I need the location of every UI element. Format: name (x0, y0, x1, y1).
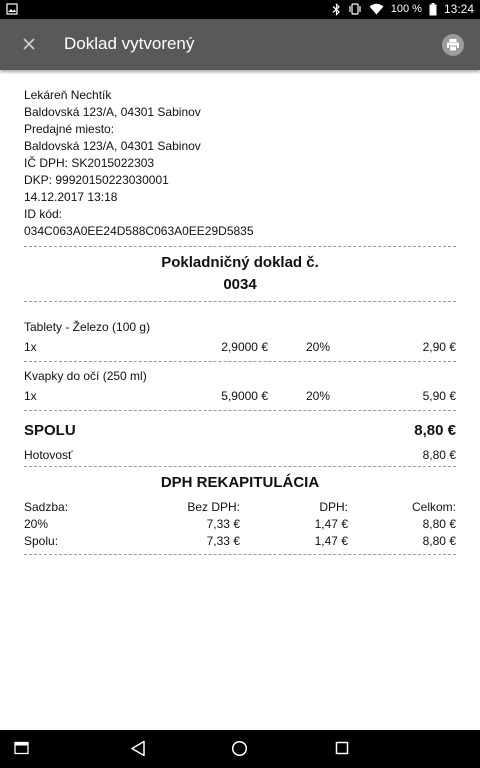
sum-row (24, 422, 456, 444)
payment-row (24, 447, 456, 464)
vat-header-rate: Sadzba: (24, 500, 69, 514)
bluetooth-icon (332, 3, 341, 16)
merchant-name: Lekáreň Nechtík (24, 88, 112, 102)
item-unit-price: 2,9000 € (221, 340, 268, 354)
app-bar (0, 19, 480, 70)
page-title: Doklad vytvorený (64, 34, 195, 53)
item-qty: 1x (24, 340, 37, 354)
store-label: Predajné miesto: (24, 122, 115, 136)
item-unit-price: 5,9000 € (221, 389, 268, 403)
payment-label: Hotovosť (24, 448, 73, 462)
vat-total: 8,80 € (422, 517, 456, 531)
status-bar (0, 0, 480, 19)
document-title: Pokladničný doklad č. (161, 254, 319, 271)
vat-table-header (24, 499, 456, 516)
separator (24, 410, 456, 411)
merchant-address: Baldovská 123/A, 04301 Sabinov (24, 105, 201, 119)
vat-rate: Spolu: (24, 534, 59, 548)
store-address: Baldovská 123/A, 04301 Sabinov (24, 139, 201, 153)
separator (24, 554, 456, 555)
item-vat: 20% (306, 389, 331, 403)
list-item (24, 319, 456, 356)
item-vat: 20% (306, 340, 331, 354)
vat-header-vat: DPH: (319, 500, 348, 514)
sum-label: SPOLU (24, 422, 76, 439)
vat-summary-title: DPH REKAPITULÁCIA (160, 474, 320, 491)
separator (24, 361, 456, 362)
receipt-datetime: 14.12.2017 13:18 (24, 190, 118, 204)
battery-icon (429, 3, 437, 16)
vat-header-base: Bez DPH: (187, 500, 240, 514)
dkp-code: DKP: 99920150223030001 (24, 173, 169, 187)
battery-percent: 100 % (390, 3, 422, 15)
close-icon[interactable] (20, 35, 38, 53)
print-button[interactable] (442, 34, 464, 56)
table-row (24, 516, 456, 533)
vat-header-total: Celkom: (411, 500, 456, 514)
id-code-label: ID kód: (24, 207, 63, 221)
vat-rate: 20% (24, 517, 49, 531)
recent-apps-icon[interactable] (14, 741, 29, 755)
vibrate-icon (348, 3, 362, 15)
overview-icon[interactable] (335, 741, 349, 755)
wifi-icon (369, 3, 384, 15)
back-icon[interactable] (130, 740, 146, 757)
vat-table (24, 499, 456, 550)
separator (24, 246, 456, 247)
vat-base: 7,33 € (206, 517, 240, 531)
item-qty: 1x (24, 389, 37, 403)
item-total: 2,90 € (422, 340, 456, 354)
receipt-header (24, 87, 456, 240)
list-item (24, 368, 456, 405)
item-name: Tablety - Železo (100 g) (24, 320, 151, 334)
image-icon (6, 3, 18, 15)
item-name: Kvapky do očí (250 ml) (24, 369, 147, 383)
document-number: 0034 (223, 276, 257, 293)
vat-total: 8,80 € (422, 534, 456, 548)
vat-amount: 1,47 € (314, 534, 348, 548)
vat-base: 7,33 € (206, 534, 240, 548)
vat-amount: 1,47 € (314, 517, 348, 531)
id-code-value: 034C063A0EE24D588C063A0EE29D5835 (24, 224, 254, 238)
navigation-bar (0, 730, 480, 768)
status-time: 13:24 (443, 2, 474, 16)
receipt (24, 87, 456, 555)
print-icon (446, 38, 460, 52)
item-total: 5,90 € (422, 389, 456, 403)
table-row (24, 533, 456, 550)
payment-value: 8,80 € (422, 448, 456, 462)
separator (24, 301, 456, 302)
separator (24, 466, 456, 467)
item-list (24, 319, 456, 405)
sum-value: 8,80 € (414, 422, 456, 439)
home-icon[interactable] (231, 740, 248, 757)
vat-id: IČ DPH: SK2015022303 (24, 156, 155, 170)
